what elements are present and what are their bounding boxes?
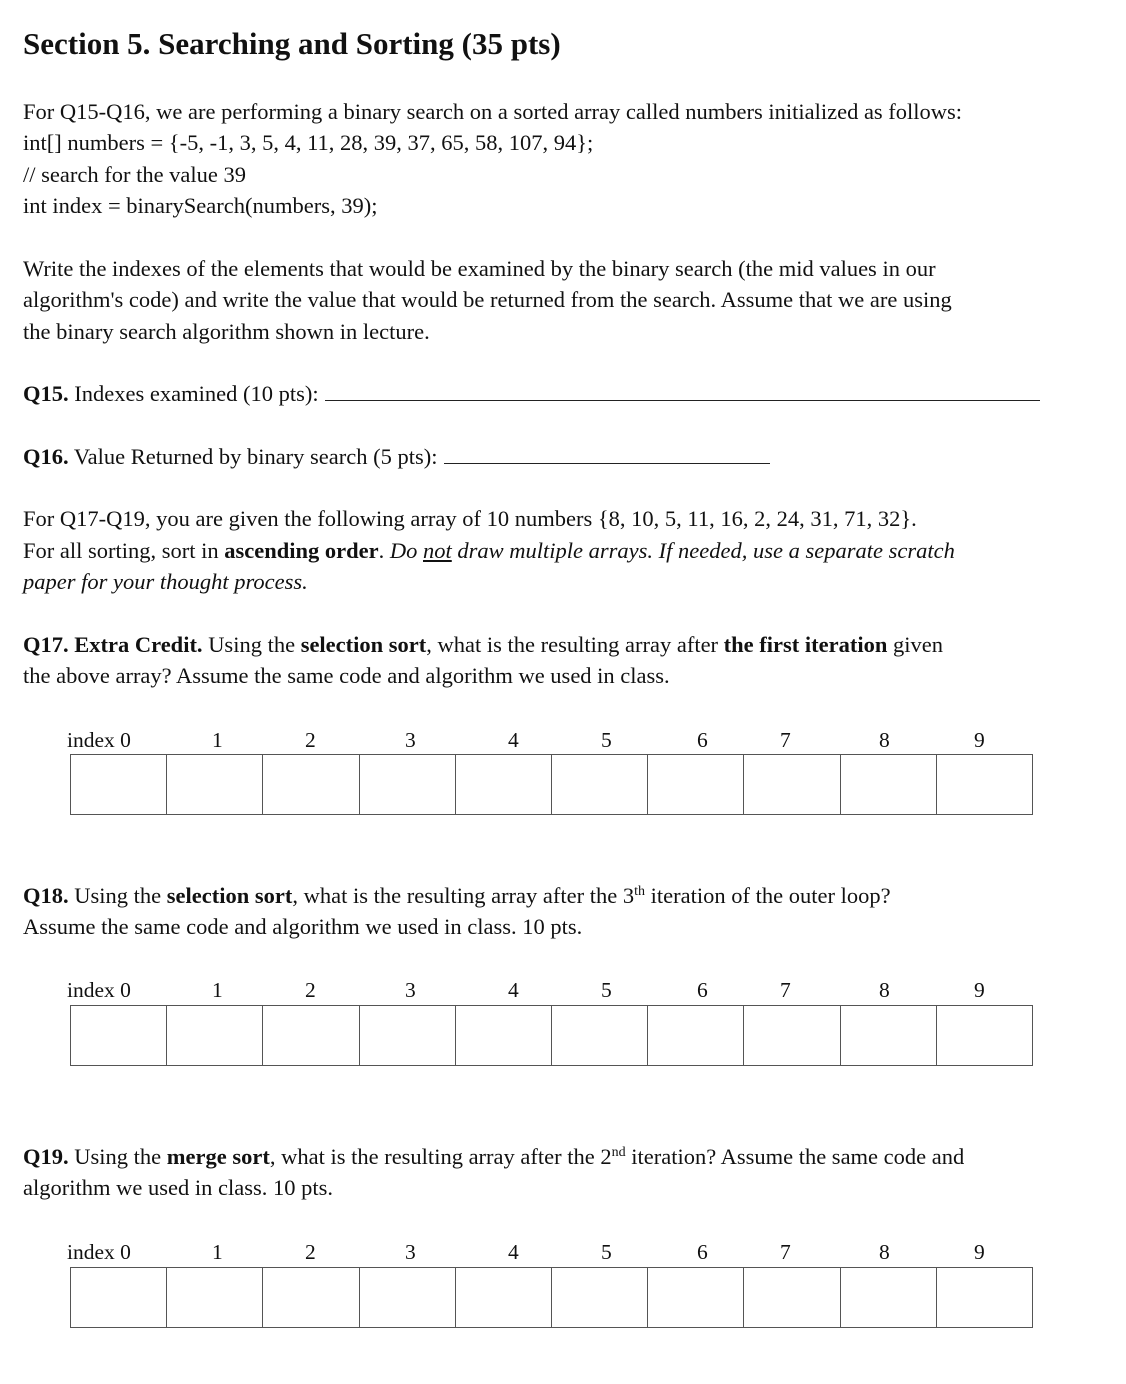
index-label-0: index 0: [67, 1240, 131, 1264]
q17-bold-2: the first iteration: [723, 632, 888, 657]
q18-cell-1[interactable]: [167, 1006, 263, 1065]
q18-text-1: Using the: [68, 883, 167, 908]
q18-cell-5[interactable]: [552, 1006, 648, 1065]
q15-question: [23, 378, 1040, 409]
q17-text-1: Using the: [202, 632, 301, 657]
q18-cell-0[interactable]: [71, 1006, 167, 1065]
q17-label: Q17. Extra Credit.: [23, 632, 203, 657]
q18-label: Q18.: [23, 883, 69, 908]
q18-cell-8[interactable]: [841, 1006, 937, 1065]
index-label-3: 3: [405, 1240, 416, 1264]
index-label-7: 7: [780, 1240, 791, 1264]
q19-text-2: , what is the resulting array after the 2: [269, 1144, 612, 1169]
index-label-5: 5: [601, 1240, 612, 1264]
q17-cell-8[interactable]: [841, 755, 937, 814]
q15-text: Indexes examined (10 pts):: [68, 381, 319, 406]
q19-cell-2[interactable]: [263, 1268, 359, 1327]
q19-text-3: iteration? Assume the same code and: [625, 1144, 965, 1169]
index-label-0: index 0: [67, 728, 131, 752]
q19-cell-6[interactable]: [648, 1268, 744, 1327]
q19-cell-0[interactable]: [71, 1268, 167, 1327]
instructions-line-2: algorithm's code) and write the value that would be returned from the search. Assume that we are using: [23, 287, 952, 312]
sort-intro-text: For all sorting, sort in: [23, 538, 225, 563]
intro-search-call: int index = binarySearch(numbers, 39);: [23, 193, 378, 218]
q19-index-row: [0, 1238, 1126, 1266]
sort-intro-underline: not: [423, 538, 452, 563]
q17-cell-9[interactable]: [937, 755, 1032, 814]
q18-cell-4[interactable]: [456, 1006, 552, 1065]
index-label-4: 4: [508, 978, 519, 1002]
q18-text-2: , what is the resulting array after the 3: [292, 883, 635, 908]
q19-cell-1[interactable]: [167, 1268, 263, 1327]
index-label-8: 8: [879, 728, 890, 752]
q18-text-3: iteration of the outer loop?: [645, 883, 891, 908]
index-label-2: 2: [305, 1240, 316, 1264]
q18-cell-7[interactable]: [744, 1006, 840, 1065]
q19-cell-8[interactable]: [841, 1268, 937, 1327]
q19-question-line-1: [23, 1141, 964, 1172]
q17-cell-5[interactable]: [552, 755, 648, 814]
index-label-9: 9: [974, 728, 985, 752]
index-label-1: 1: [212, 978, 223, 1002]
q15-answer-blank[interactable]: [325, 378, 1040, 401]
q19-answer-grid: [70, 1267, 1033, 1328]
q19-bold-1: merge sort: [166, 1144, 270, 1169]
q17-cell-4[interactable]: [456, 755, 552, 814]
index-label-5: 5: [601, 728, 612, 752]
intro-line-1: For Q15-Q16, we are performing a binary search on a sorted array called numbers initialized as follows:: [23, 99, 963, 124]
index-label-5: 5: [601, 978, 612, 1002]
index-label-7: 7: [780, 978, 791, 1002]
q17-cell-3[interactable]: [360, 755, 456, 814]
q17-text-2: , what is the resulting array after: [426, 632, 724, 657]
sort-intro-line-1: For Q17-Q19, you are given the following array of 10 numbers {8, 10, 5, 11, 16, 2, 24, 31, 71, 32}.: [23, 506, 917, 531]
index-label-9: 9: [974, 1240, 985, 1264]
q19-label: Q19.: [23, 1144, 69, 1169]
q19-cell-7[interactable]: [744, 1268, 840, 1327]
q16-answer-blank[interactable]: [444, 441, 770, 464]
sort-intro-period: .: [378, 538, 390, 563]
q18-cell-6[interactable]: [648, 1006, 744, 1065]
q18-question-line-2: Assume the same code and algorithm we used in class. 10 pts.: [23, 914, 583, 939]
q18-bold-1: selection sort: [166, 883, 293, 908]
index-label-4: 4: [508, 1240, 519, 1264]
instructions-line-1: Write the indexes of the elements that would be examined by the binary search (the mid values in our: [23, 256, 936, 281]
section-title: Section 5. Searching and Sorting (35 pts): [23, 26, 561, 61]
index-label-7: 7: [780, 728, 791, 752]
sort-intro-line-3: paper for your thought process.: [23, 569, 308, 594]
intro-array-declaration: int[] numbers = {-5, -1, 3, 5, 4, 11, 28, 39, 37, 65, 58, 107, 94};: [23, 130, 594, 155]
q18-cell-2[interactable]: [263, 1006, 359, 1065]
q16-question: [23, 441, 770, 472]
q18-question-line-1: [23, 880, 891, 911]
q17-cell-7[interactable]: [744, 755, 840, 814]
instructions-line-3: the binary search algorithm shown in lecture.: [23, 319, 430, 344]
q18-superscript: th: [634, 884, 646, 899]
sort-intro-line-2: [23, 535, 955, 566]
index-label-8: 8: [879, 978, 890, 1002]
q17-cell-2[interactable]: [263, 755, 359, 814]
q19-superscript: nd: [611, 1145, 626, 1160]
index-label-6: 6: [697, 1240, 708, 1264]
q17-cell-6[interactable]: [648, 755, 744, 814]
index-label-2: 2: [305, 978, 316, 1002]
sort-intro-italic-1: Do: [389, 538, 423, 563]
q17-text-3: given: [887, 632, 943, 657]
q17-bold-1: selection sort: [300, 632, 427, 657]
index-label-0: index 0: [67, 978, 131, 1002]
sort-intro-emphasis: ascending order: [224, 538, 379, 563]
index-label-1: 1: [212, 1240, 223, 1264]
index-label-2: 2: [305, 728, 316, 752]
q17-cell-1[interactable]: [167, 755, 263, 814]
q17-index-row: [0, 726, 1126, 754]
q19-cell-4[interactable]: [456, 1268, 552, 1327]
q18-cell-9[interactable]: [937, 1006, 1032, 1065]
q18-cell-3[interactable]: [360, 1006, 456, 1065]
q15-label: Q15.: [23, 381, 69, 406]
q19-text-1: Using the: [68, 1144, 167, 1169]
q17-answer-grid: [70, 754, 1033, 815]
index-label-3: 3: [405, 978, 416, 1002]
index-label-1: 1: [212, 728, 223, 752]
q16-text: Value Returned by binary search (5 pts):: [68, 444, 438, 469]
q18-index-row: [0, 976, 1126, 1004]
q17-question-line-1: [23, 629, 943, 660]
q17-cell-0[interactable]: [71, 755, 167, 814]
q19-cell-9[interactable]: [937, 1268, 1032, 1327]
q16-label: Q16.: [23, 444, 69, 469]
q18-answer-grid: [70, 1005, 1033, 1066]
q19-question-line-2: algorithm we used in class. 10 pts.: [23, 1175, 333, 1200]
intro-comment: // search for the value 39: [23, 162, 247, 187]
index-label-4: 4: [508, 728, 519, 752]
index-label-6: 6: [697, 728, 708, 752]
index-label-6: 6: [697, 978, 708, 1002]
index-label-3: 3: [405, 728, 416, 752]
sort-intro-italic-2: draw multiple arrays. If needed, use a separate scratch: [451, 538, 955, 563]
q19-cell-3[interactable]: [360, 1268, 456, 1327]
q19-cell-5[interactable]: [552, 1268, 648, 1327]
q17-question-line-2: the above array? Assume the same code and algorithm we used in class.: [23, 663, 670, 688]
index-label-8: 8: [879, 1240, 890, 1264]
index-label-9: 9: [974, 978, 985, 1002]
